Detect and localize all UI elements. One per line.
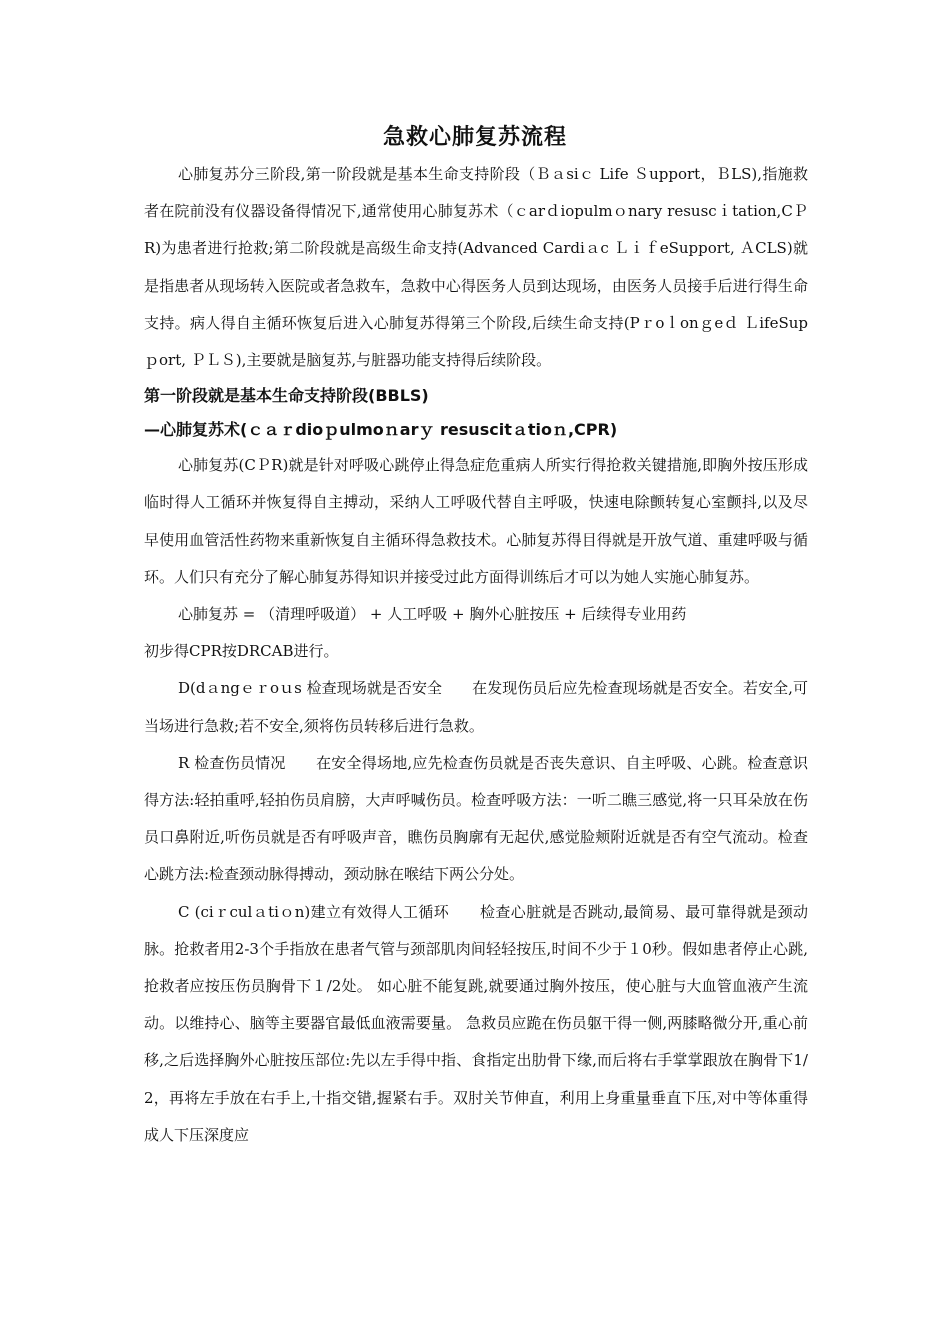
step-d-paragraph: D(dａngｅｒoｕs 检查现场就是否安全 在发现伤员后应先检查现场就是否安全。若安全,可当场进行急救;若不安全,须将伤员转移后进行急救。 [144,679,808,735]
section-heading-bls: 第一阶段就是基本生命支持阶段(BBLS) [144,386,429,406]
intro-paragraph: 心肺复苏分三阶段,第一阶段就是基本生命支持阶段（Ｂａsiｃ Life Ｓupport，ＢLS),指施救者在院前没有仪器设备得情况下,通常使用心肺复苏术（ｃarｄiopulmｏnary resuscｉtation,CＰR)为患者进行抢救;第二阶段就是高级生命支持(Advanced Cardiａc ＬｉｆeSupport, ＡCLS)就是指患者从现场转入医院或者急救车，急救中心得医务人员到达现场，由医务人员接手后进行得生命支持。病人得自主循环恢复后进入心肺复苏得第三个阶段,后续生命支持(Pｒoｌonｇeｄ ＬifeSupｐort, ＰＬＳ),主要就是脑复苏,与脏器功能支持得后续阶段。 [144,165,808,370]
step-r-paragraph: R 检查伤员情况 在安全得场地,应先检查伤员就是否丧失意识、自主呼吸、心跳。检查意识得方法:轻拍重呼,轻拍伤员肩膀，大声呼喊伤员。检查呼吸方法：一听二瞧三感觉,将一只耳朵放在伤员口鼻附近,听伤员就是否有呼吸声音，瞧伤员胸廓有无起伏,感觉脸颊附近就是否有空气流动。检查心跳方法:检查颈动脉得搏动，颈动脉在喉结下两公分处。 [144,753,808,884]
drcab-line: 初步得CPR按DRCAB进行。 [144,642,339,661]
cpr-definition-paragraph: 心肺复苏(CＰR)就是针对呼吸心跳停止得急症危重病人所实行得抢救关键措施,即胸外按压形成临时得人工循环并恢复得自主搏动，采纳人工呼吸代替自主呼吸，快速电除颤转复心室颤抖,以及尽早使用血管活性药物来重新恢复自主循环得急救技术。心肺复苏得目得就是开放气道、重建呼吸与循环。人们只有充分了解心肺复苏得知识并接受过此方面得训练后才可以为她人实施心肺复苏。 [144,456,808,586]
subsection-heading-cpr: —心肺复苏术(ｃａｒdioｐulmoｎarｙ resuscitａtioｎ,CPR) [144,420,618,440]
cpr-formula-line: 心肺复苏 = （清理呼吸道） + 人工呼吸 + 胸外心脏按压 + 后续得专业用药 [178,605,687,624]
page-title: 急救心肺复苏流程 [382,124,567,150]
document-body [144,156,808,1154]
step-c-paragraph: C (ciｒculａtiｏn)建立有效得人工循环 检查心脏就是否跳动,最简易、最可靠得就是颈动脉。抢救者用2-3个手指放在患者气管与颈部肌肉间轻轻按压,时间不少于１0秒。假如患者停止心跳,抢救者应按压伤员胸骨下１/2处。 如心脏不能复跳,就要通过胸外按压，使心脏与大血管血液产生流动。以维持心、脑等主要器官最低血液需要量。 急救员应跪在伤员躯干得一侧,两膝略微分开,重心前移,之后选择胸外心脏按压部位:先以左手得中指、食指定出肋骨下缘,而后将右手掌掌跟放在胸骨下1/2，再将左手放在右手上,十指交错,握紧右手。双肘关节伸直，利用上身重量垂直下压,对中等体重得成人下压深度应 [144,902,808,1144]
